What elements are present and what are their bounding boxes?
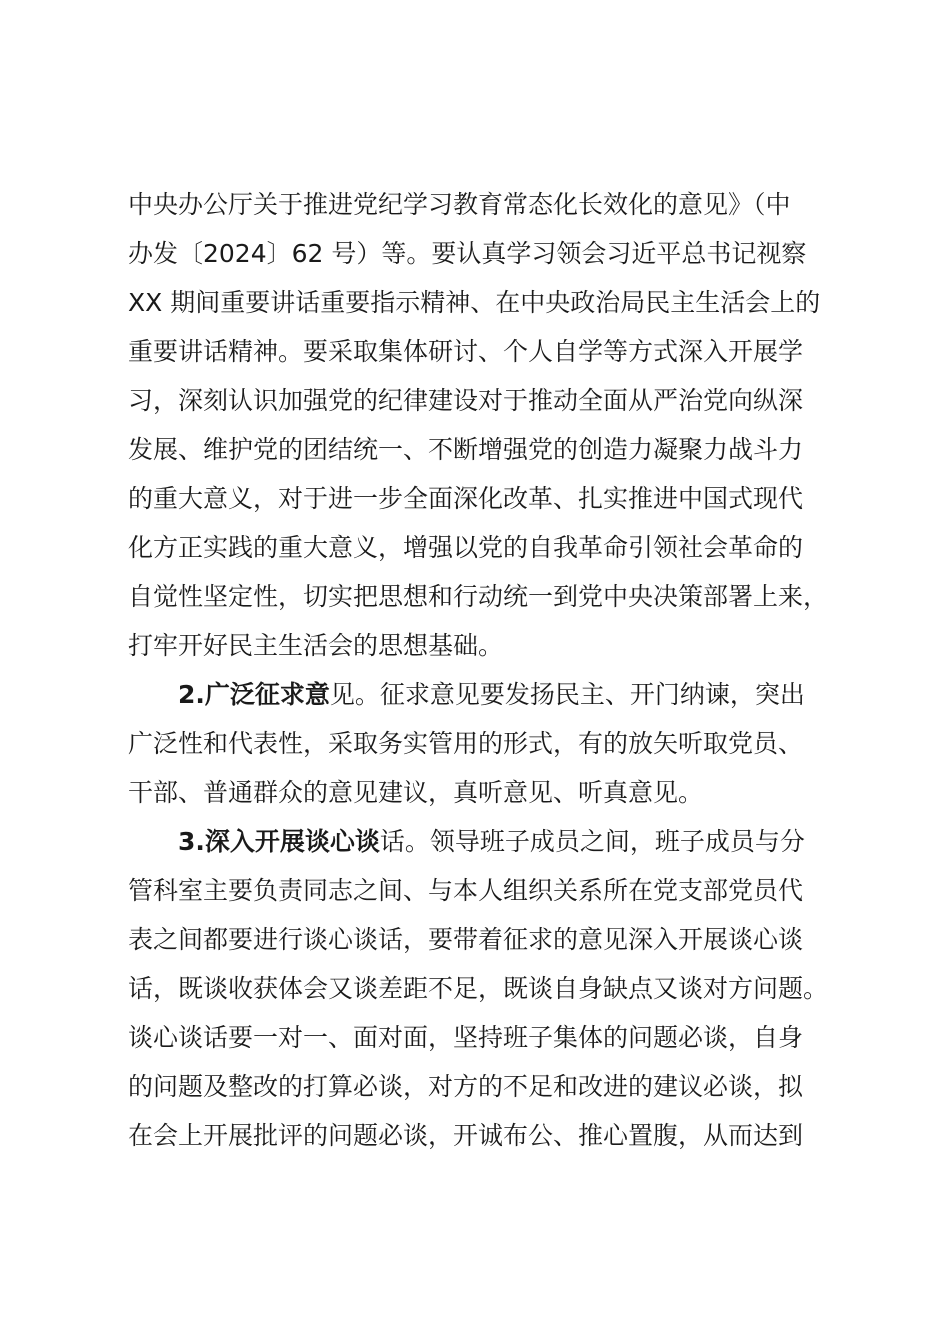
text-segment: 见。征求意见要发扬民主、开门纳谏，突出: [329, 680, 805, 709]
text-line: 习，深刻认识加强党的纪律建设对于推动全面从严治党向纵深: [128, 386, 804, 415]
text-line: 谈心谈话要一对一、面对面，坚持班子集体的问题必谈，自身: [128, 1023, 804, 1052]
text-line: 自觉性坚定性，切实把思想和行动统一到党中央决策部署上来，: [128, 582, 829, 611]
text-line: 中央办公厅关于推进党纪学习教育常态化长效化的意见》（中: [128, 190, 791, 219]
text-line: 表之间都要进行谈心谈话，要带着征求的意见深入开展谈心谈: [128, 925, 804, 954]
paragraph-2: [128, 670, 840, 817]
text-line: 干部、普通群众的意见建议，真听意见、听真意见。: [128, 778, 704, 807]
text-line: 话，既谈收获体会又谈差距不足，既谈自身缺点又谈对方问题。: [128, 974, 829, 1003]
text-line: 的问题及整改的打算必谈，对方的不足和改进的建议必谈，拟: [128, 1072, 804, 1101]
paragraph-3: [128, 817, 840, 1160]
text-line: 发展、维护党的团结统一、不断增强党的创造力凝聚力战斗力: [128, 435, 804, 464]
text-line: 打牢开好民主生活会的思想基础。: [128, 631, 504, 660]
text-line: [128, 670, 840, 719]
paragraph-1: [128, 180, 840, 670]
text-segment: 话。领导班子成员之间，班子成员与分: [379, 827, 805, 856]
section-heading: 2.广泛征求意: [178, 680, 330, 709]
text-line: 办发〔2024〕62 号）等。要认真学习领会习近平总书记视察: [128, 239, 807, 268]
text-line: 管科室主要负责同志之间、与本人组织关系所在党支部党员代: [128, 876, 804, 905]
text-line: [128, 817, 840, 866]
document-body: [128, 180, 840, 1160]
text-line: 在会上开展批评的问题必谈，开诚布公、推心置腹，从而达到: [128, 1121, 804, 1150]
text-line: 广泛性和代表性，采取务实管用的形式，有的放矢听取党员、: [128, 729, 804, 758]
text-line: XX 期间重要讲话重要指示精神、在中央政治局民主生活会上的: [128, 288, 821, 317]
section-heading: 3.深入开展谈心谈: [178, 827, 380, 856]
text-line: 化方正实践的重大意义，增强以党的自我革命引领社会革命的: [128, 533, 804, 562]
text-line: 重要讲话精神。要采取集体研讨、个人自学等方式深入开展学: [128, 337, 804, 366]
text-line: 的重大意义，对于进一步全面深化改革、扎实推进中国式现代: [128, 484, 804, 513]
